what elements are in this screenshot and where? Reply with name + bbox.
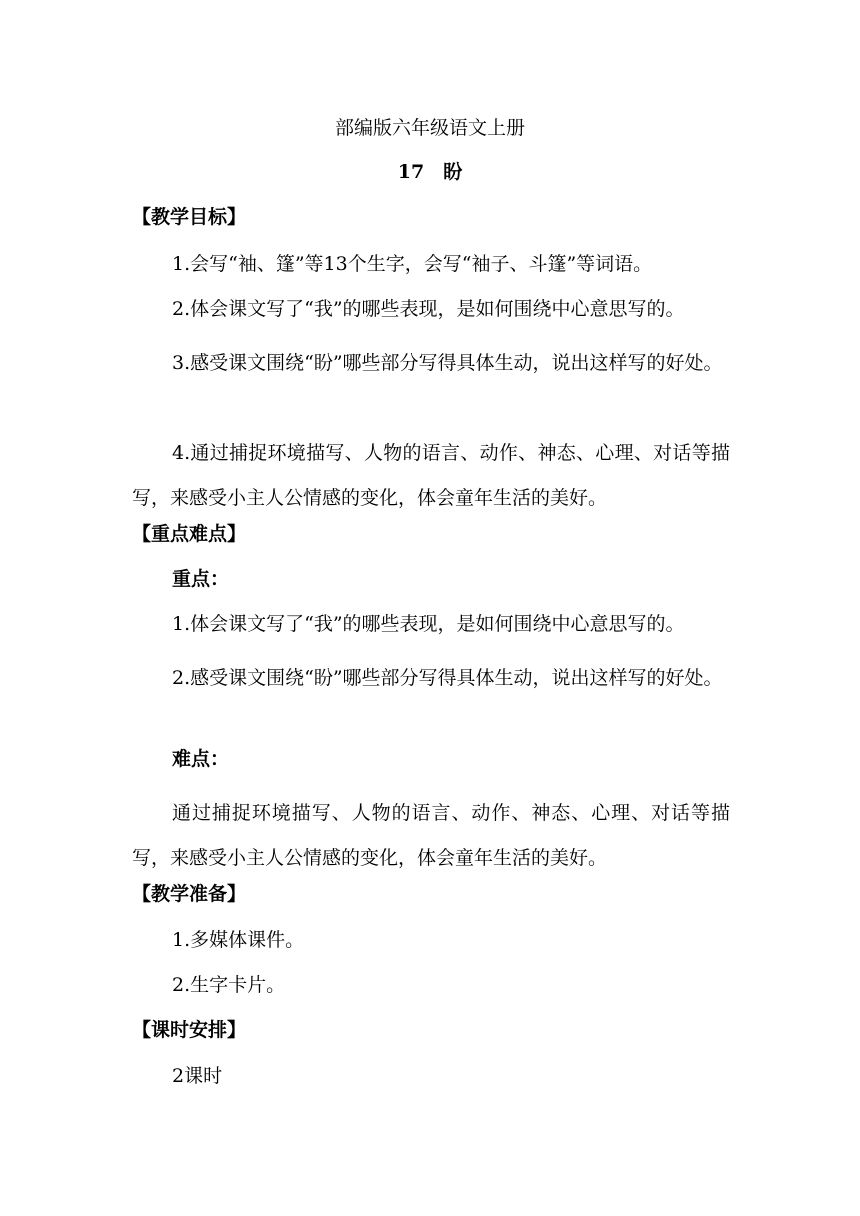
schedule-heading: 【课时安排】 [132,1019,247,1041]
objective-item-4 [132,431,730,521]
difficult-text-content: 通过捕捉环境描写、人物的语言、动作、神态、心理、对话等描写，来感受小主人公情感的变化，体会童年生活的美好。 [132,802,730,869]
preparation-heading: 【教学准备】 [132,883,247,905]
objective-item-3-text: 3.感受课文围绕“盼”哪些部分写得具体生动，说出这样写的好处。 [172,352,723,374]
difficult-text [132,791,730,881]
key-label: 重点： [172,568,230,590]
objective-item-3 [132,341,730,386]
schedule-text: 2课时 [172,1065,223,1087]
key-item-2 [132,656,730,701]
objectives-heading: 【教学目标】 [132,206,247,228]
key-item-2-text: 2.感受课文围绕“盼”哪些部分写得具体生动，说出这样写的好处。 [172,667,723,689]
preparation-item-1: 1.多媒体课件。 [172,929,305,951]
objective-item-1: 1.会写“袖、篷”等13个生字，会写“袖子、斗篷”等词语。 [172,253,653,275]
objective-item-4-text: 4.通过捕捉环境描写、人物的语言、动作、神态、心理、对话等描写，来感受小主人公情感的变化，体会童年生活的美好。 [132,442,730,509]
lesson-title: 17 盼 [397,161,463,183]
key-points-heading: 【重点难点】 [132,523,247,545]
book-title: 部编版六年级语文上册 [334,117,525,139]
preparation-item-2: 2.生字卡片。 [172,974,286,996]
objective-item-2: 2.体会课文写了“我”的哪些表现，是如何围绕中心意思写的。 [172,298,685,320]
difficult-label: 难点： [172,748,230,770]
key-item-1: 1.体会课文写了“我”的哪些表现，是如何围绕中心意思写的。 [172,613,685,635]
